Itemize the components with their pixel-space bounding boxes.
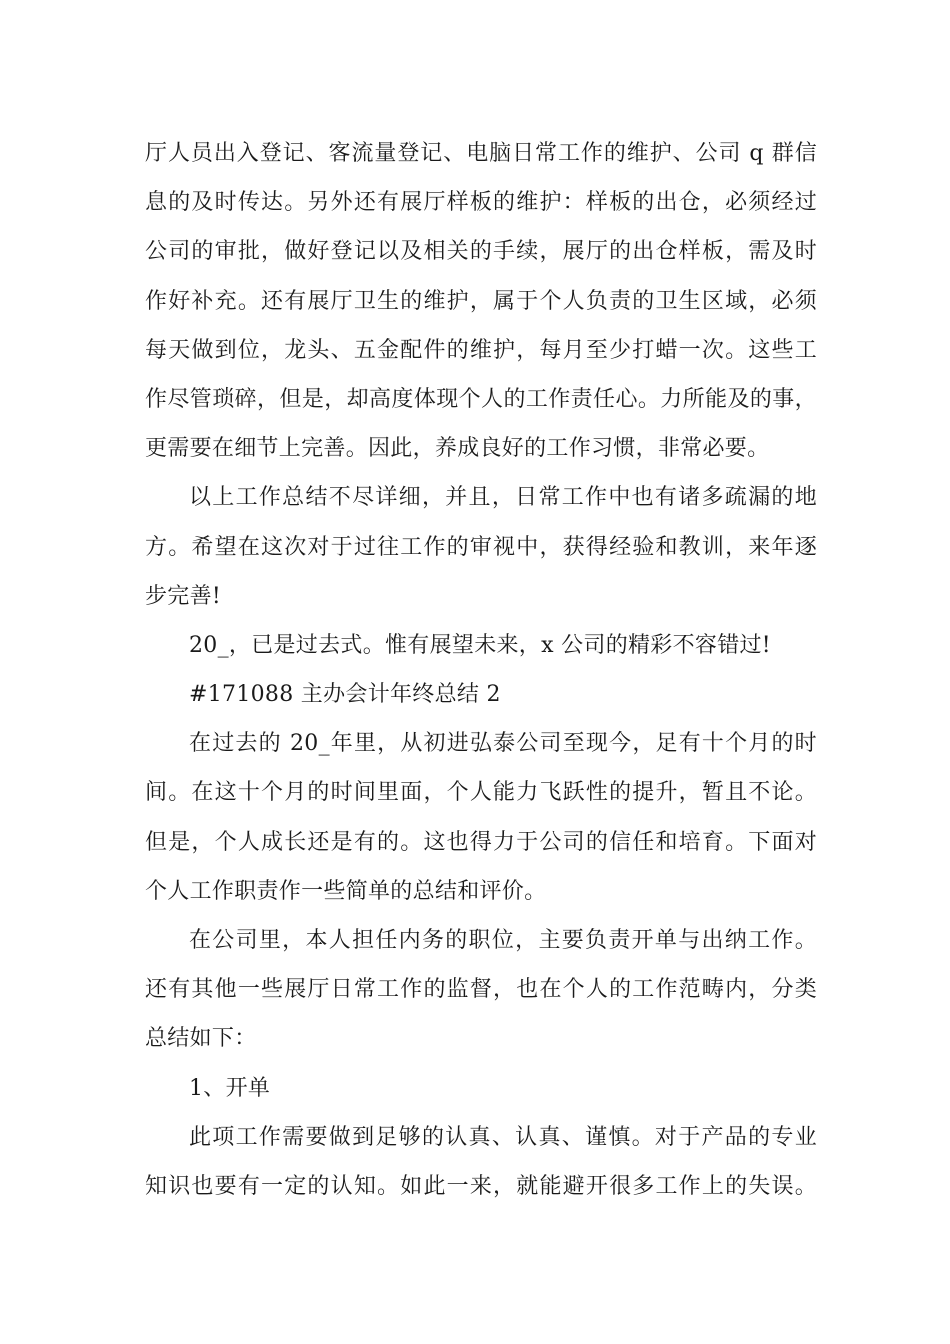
text-line: 每天做到位，龙头、五金配件的维护，每月至少打蜡一次。这些工 xyxy=(145,337,817,363)
text-line: 知识也要有一定的认知。如此一来，就能避开很多工作上的失误。 xyxy=(145,1173,817,1199)
paragraph-first-line: 20_，已是过去式。惟有展望未来，x 公司的精彩不容错过! xyxy=(189,632,771,658)
paragraph-first-line: 以上工作总结不尽详细，并且，日常工作中也有诸多疏漏的地 xyxy=(189,485,817,511)
text-line: 更需要在细节上完善。因此，养成良好的工作习惯，非常必要。 xyxy=(145,436,770,462)
text-line: 但是，个人成长还是有的。这也得力于公司的信任和培育。下面对 xyxy=(145,829,817,855)
document-body xyxy=(145,129,817,1211)
text-line: 个人工作职责作一些简单的总结和评价。 xyxy=(145,878,547,904)
paragraph-first-line: 在公司里，本人担任内务的职位，主要负责开单与出纳工作。 xyxy=(189,928,817,953)
text-line: 总结如下： xyxy=(145,1026,257,1052)
text-line: 息的及时传达。另外还有展厅样板的维护：样板的出仓，必须经过 xyxy=(145,190,817,216)
text-line: 厅人员出入登记、客流量登记、电脑日常工作的维护、公司 q 群信 xyxy=(145,141,817,166)
text-line: 作好补充。还有展厅卫生的维护，属于个人负责的卫生区域，必须 xyxy=(145,288,817,314)
text-line: 作尽管琐碎，但是，却高度体现个人的工作责任心。力所能及的事， xyxy=(145,386,817,412)
paragraph-first-line: 此项工作需要做到足够的认真、认真、谨慎。对于产品的专业 xyxy=(189,1124,817,1150)
list-item-heading: 1、开单 xyxy=(189,1075,271,1101)
text-line: 还有其他一些展厅日常工作的监督，也在个人的工作范畴内，分类 xyxy=(145,977,817,1003)
text-line: 间。在这十个月的时间里面，个人能力飞跃性的提升，暂且不论。 xyxy=(145,780,817,806)
text-line: 步完善! xyxy=(145,583,222,609)
text-line: 方。希望在这次对于过往工作的审视中，获得经验和教训，来年逐 xyxy=(145,534,817,560)
section-heading: #171088 主办会计年终总结 2 xyxy=(189,682,501,708)
text-line: 公司的审批，做好登记以及相关的手续，展厅的出仓样板，需及时 xyxy=(145,239,817,265)
paragraph-first-line: 在过去的 20_年里，从初进弘泰公司至现今，足有十个月的时 xyxy=(189,731,817,757)
